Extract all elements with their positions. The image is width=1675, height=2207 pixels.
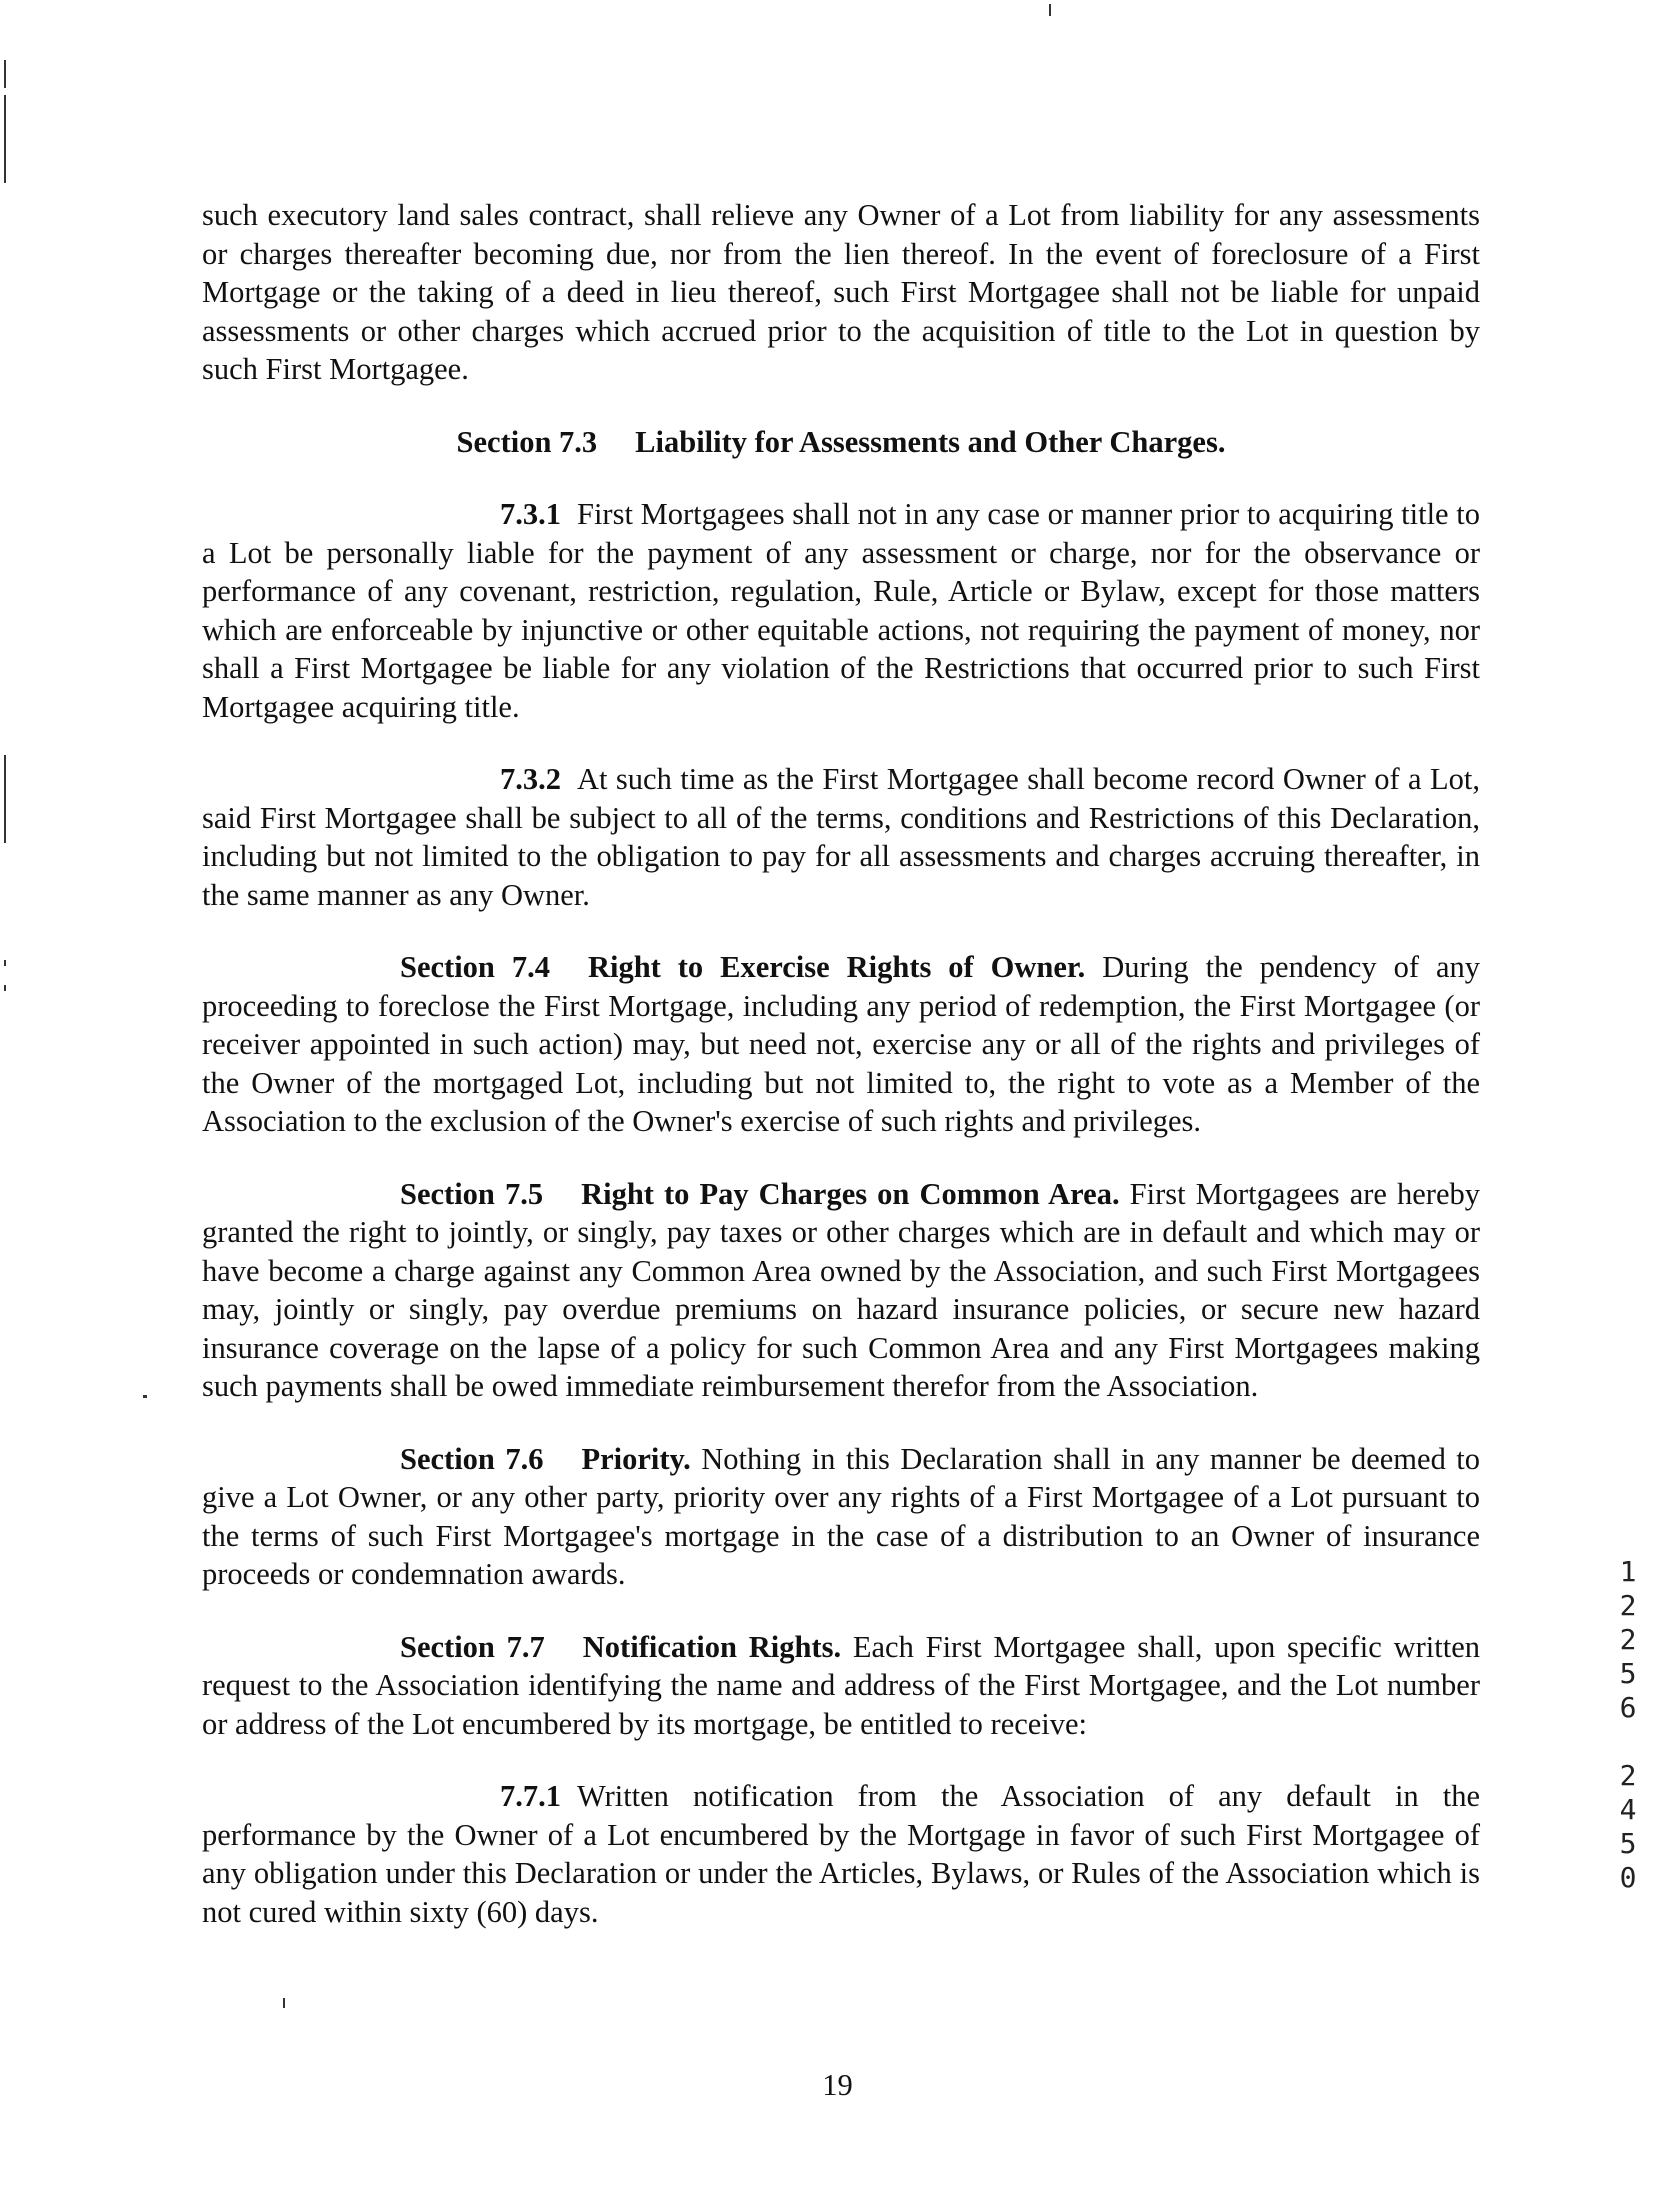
- subsection-7-3-2-number: 7.3.2: [500, 762, 561, 796]
- recording-stamp: [1608, 1555, 1648, 1895]
- section-7-3-heading: [202, 423, 1480, 462]
- subsection-7-3-1: [202, 495, 1480, 726]
- section-7-6: [202, 1440, 1480, 1594]
- stamp-digit: 0: [1619, 1861, 1637, 1894]
- section-7-3-number: Section 7.3: [456, 424, 598, 459]
- section-7-4-number: Section 7.4: [400, 950, 550, 984]
- subsection-7-3-1-text: First Mortgagees shall not in any case or manner prior to acquiring title to a Lot be personally liable for the payment of any assessment or charge, nor for the observance or performance of any covenant, restriction, regulation, Rule, Article or Bylaw, except for those matters which are enforceable by injunctive or other equitable actions, not requiring the payment of money, nor shall a First Mortgagee be liable for any violation of the Restrictions that occurred prior to such First Mortgagee acquiring title.: [202, 497, 1480, 724]
- stamp-digit: 2: [1619, 1623, 1637, 1656]
- stamp-digit: 1: [1619, 1555, 1637, 1588]
- scan-mark-left-1: [4, 60, 6, 88]
- section-7-5-number: Section 7.5: [400, 1176, 544, 1211]
- subsection-7-3-2: [202, 760, 1480, 914]
- scan-mark-top: [1049, 4, 1051, 16]
- section-7-4: [202, 948, 1480, 1141]
- scan-mark-left-3: [4, 755, 6, 843]
- section-7-7-title: Notification Rights.: [582, 1629, 842, 1664]
- stamp-digit: 5: [1619, 1657, 1637, 1690]
- scan-mark-left-6: [143, 1395, 147, 1398]
- subsection-7-7-1: [202, 1777, 1480, 1931]
- section-7-5-title: Right to Pay Charges on Common Area.: [581, 1176, 1120, 1211]
- section-7-6-text: Nothing in this Declaration shall in any manner be deemed to give a Lot Owner, or any other party, priority over any rights of a First Mortgagee of a Lot pursuant to the terms of such First Mortgagee's mortgage in the case of a distribution to an Owner of insurance proceeds or condemnation awards.: [202, 1441, 1480, 1591]
- section-7-6-number: Section 7.6: [400, 1441, 544, 1476]
- scan-mark-left-2: [4, 95, 6, 183]
- scan-mark-left-5: [4, 985, 6, 991]
- stamp-digit: 6: [1619, 1691, 1637, 1724]
- subsection-7-7-1-number: 7.7.1: [500, 1779, 561, 1813]
- page-number: 19: [822, 2068, 853, 2102]
- subsection-7-3-2-text: At such time as the First Mortgagee shall become record Owner of a Lot, said First Mortgagee shall be subject to all of the terms, conditions and Restrictions of this Declaration, including but not limited to the obligation to pay for all assessments and charges accruing thereafter, in the same manner as any Owner.: [202, 762, 1480, 912]
- paragraph-continuation: such executory land sales contract, shall relieve any Owner of a Lot from liability for any assessments or charges thereafter becoming due, nor from the lien thereof. In the event of foreclosure of a First Mortgage or the taking of a deed in lieu thereof, such First Mortgagee shall not be liable for unpaid assessments or other charges which accrued prior to the acquisition of title to the Lot in question by such First Mortgagee.: [202, 198, 1480, 386]
- section-7-7: [202, 1628, 1480, 1744]
- section-7-5-text: First Mortgagees are hereby granted the right to jointly, or singly, pay taxes or other charges which are in default and which may or have become a charge against any Common Area owned by the Association, and such First Mortgagees may, jointly or singly, pay overdue premiums on hazard insurance policies, or secure new hazard insurance coverage on the lapse of a policy for such Common Area and any First Mortgagees making such payments shall be owed immediate reimbursement therefor from the Association.: [202, 1176, 1480, 1403]
- subsection-7-7-1-text: Written notification from the Association of any default in the performance by the Owner of a Lot encumbered by the Mortgage in favor of such First Mortgagee of any obligation under this Declaration or under the Articles, Bylaws, or Rules of the Association which is not cured within sixty (60) days.: [202, 1779, 1480, 1929]
- stamp-digit: 4: [1619, 1793, 1637, 1826]
- subsection-7-3-1-number: 7.3.1: [500, 497, 561, 531]
- section-7-7-number: Section 7.7: [400, 1629, 545, 1664]
- section-7-5: [202, 1175, 1480, 1406]
- stamp-digit: 2: [1619, 1589, 1637, 1622]
- document-body: [202, 196, 1480, 1965]
- section-7-7-text: Each First Mortgagee shall, upon specific written request to the Association identifying the name and address of the First Mortgagee, and the Lot number or address of the Lot encumbered by its mortgage, be entitled to receive:: [202, 1629, 1480, 1741]
- scan-mark-left-4: [4, 960, 6, 966]
- section-7-6-title: Priority.: [581, 1441, 691, 1476]
- stamp-digit: 5: [1619, 1827, 1637, 1860]
- section-7-4-title: Right to Exercise Rights of Owner.: [587, 950, 1086, 984]
- scan-mark-bottom: [283, 1998, 285, 2008]
- stamp-digit: 2: [1619, 1759, 1637, 1792]
- section-7-4-text: During the pendency of any proceeding to foreclose the First Mortgage, including any period of redemption, the First Mortgagee (or receiver appointed in such action) may, but need not, exercise any or all of the rights and privileges of the Owner of the mortgaged Lot, including but not limited to, the right to vote as a Member of the Association to the exclusion of the Owner's exercise of such rights and privileges.: [202, 950, 1480, 1138]
- section-7-3-title: Liability for Assessments and Other Charges.: [635, 424, 1226, 459]
